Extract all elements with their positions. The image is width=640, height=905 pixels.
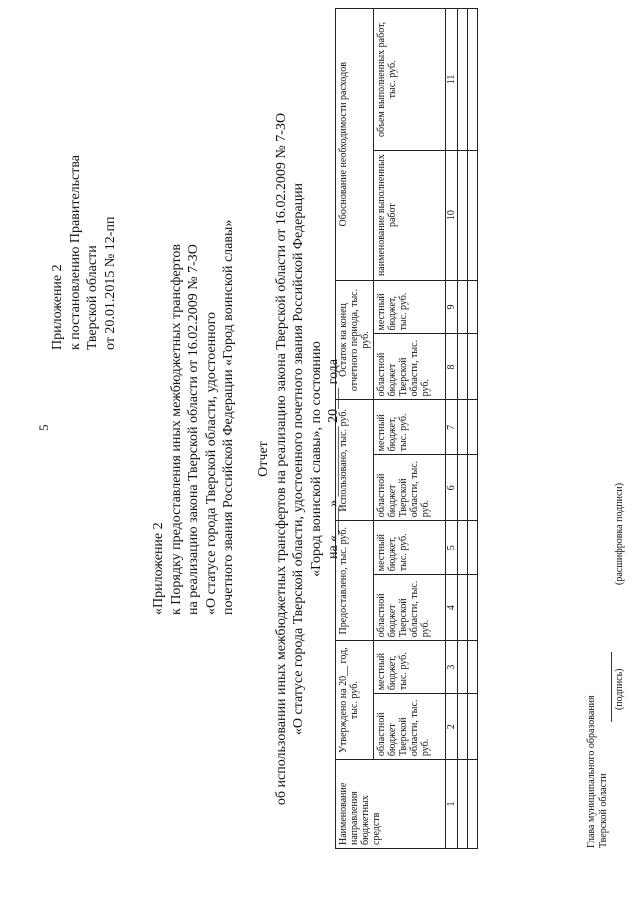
report-title: Отчет [256,441,271,477]
table-row [468,9,478,849]
subheader-local: местный бюджет, тыс. руб. [374,400,446,455]
procedure-line: на реализацию закона Тверской области от 16.02.2009 № 7-ЗО [186,244,201,615]
subheader-local: местный бюджет, тыс. руб. [374,641,446,694]
header-provided: Предоставлено, тыс. руб. [336,521,374,641]
subheader-regional: областной бюджет Тверской области, тыс. руб. [374,694,446,760]
column-number: 5 [446,521,458,575]
decoding-caption: (расшифровка подписи) [614,482,625,585]
header-used: Использовано, тыс. руб. [336,400,374,521]
column-number: 10 [446,150,458,280]
table-header-row [336,9,374,849]
table-cell [468,641,478,694]
report-table [335,8,478,849]
header-justification: Обоснование необходимости расходов [336,9,374,281]
table-cell [458,760,468,849]
appendix-line: Приложение 2 [50,264,65,350]
procedure-line: «О статусе города Тверской области, удостоенного [203,311,219,615]
table-subheader-row [374,9,446,849]
table-cell [468,521,478,575]
table-cell [468,694,478,760]
appendix-block [49,155,119,350]
procedure-appendix-block [150,220,238,615]
subheader-regional: областной бюджет Тверской области, тыс. руб. [374,575,446,641]
table-cell [458,575,468,641]
signature-title-line: Тверской области [598,773,609,848]
table-cell [458,400,468,455]
subheader-regional: областной бюджет Тверской области, тыс. руб. [374,455,446,521]
procedure-line: почетного звания Российской Федерации «Город воинской славы» [221,219,236,615]
appendix-line: Тверской области [85,245,100,350]
table-cell [458,334,468,400]
report-date-line: на «____» __________ 20___ года [326,358,341,560]
table-cell [468,575,478,641]
appendix-line: к постановлению Правительства [67,154,83,350]
table-cell [468,150,478,280]
column-number: 6 [446,455,458,521]
table-cell [468,9,478,151]
column-number: 9 [446,280,458,334]
column-number: 7 [446,400,458,455]
signature-title-line: Глава муниципального образования [586,695,597,848]
procedure-line: к Порядку предоставления иных межбюджетных трансфертов [168,243,184,615]
header-remainder: Остаток на конец отчетного периода, тыс. руб. [336,280,374,400]
signature-title [586,695,610,848]
table-row [458,9,468,849]
table-cell [458,150,468,280]
column-number: 8 [446,334,458,400]
report-line: «Город воинской славы», по состоянию [308,341,324,577]
signature-line [611,652,612,722]
subheader-local: местный бюджет, тыс. руб. [374,521,446,575]
report-heading [255,73,343,845]
table-cell [458,9,468,151]
table-cell [458,521,468,575]
header-approved: Утверждено на 20__ год, тыс. руб. [336,641,374,760]
column-number: 3 [446,641,458,694]
table-cell [468,334,478,400]
subheader-works-volume: объем выполненных работ, тыс. руб. [374,9,446,151]
subheader-regional: областной бюджет Тверской области, тыс. руб. [374,334,446,400]
column-number-row [446,9,458,849]
report-line: «О статусе города Тверской области, удостоенного почетного звания Российской Федерации [291,182,306,736]
appendix-line: от 20.01.2015 № 12-пп [102,216,118,350]
column-number: 4 [446,575,458,641]
table-cell [458,455,468,521]
page-number: 5 [36,424,51,431]
procedure-line: «Приложение 2 [151,522,166,615]
table-cell [458,694,468,760]
table-cell [458,641,468,694]
report-line: об использовании иных межбюджетных трансфертов на реализацию закона Тверской области от 16.02.2009 № 7-ЗО [273,112,289,806]
table-cell [468,400,478,455]
signature-caption: (подпись) [614,668,625,710]
subheader-local: местный бюджет, тыс. руб. [374,280,446,334]
table-cell [468,280,478,334]
table-cell [458,280,468,334]
table-cell [468,455,478,521]
column-number: 2 [446,694,458,760]
subheader-works-name: наименование выполненных работ [374,150,446,280]
header-direction: Наименование направления бюджетных средств [336,760,446,849]
column-number: 11 [446,9,458,151]
table-cell [468,760,478,849]
column-number: 1 [446,760,458,849]
